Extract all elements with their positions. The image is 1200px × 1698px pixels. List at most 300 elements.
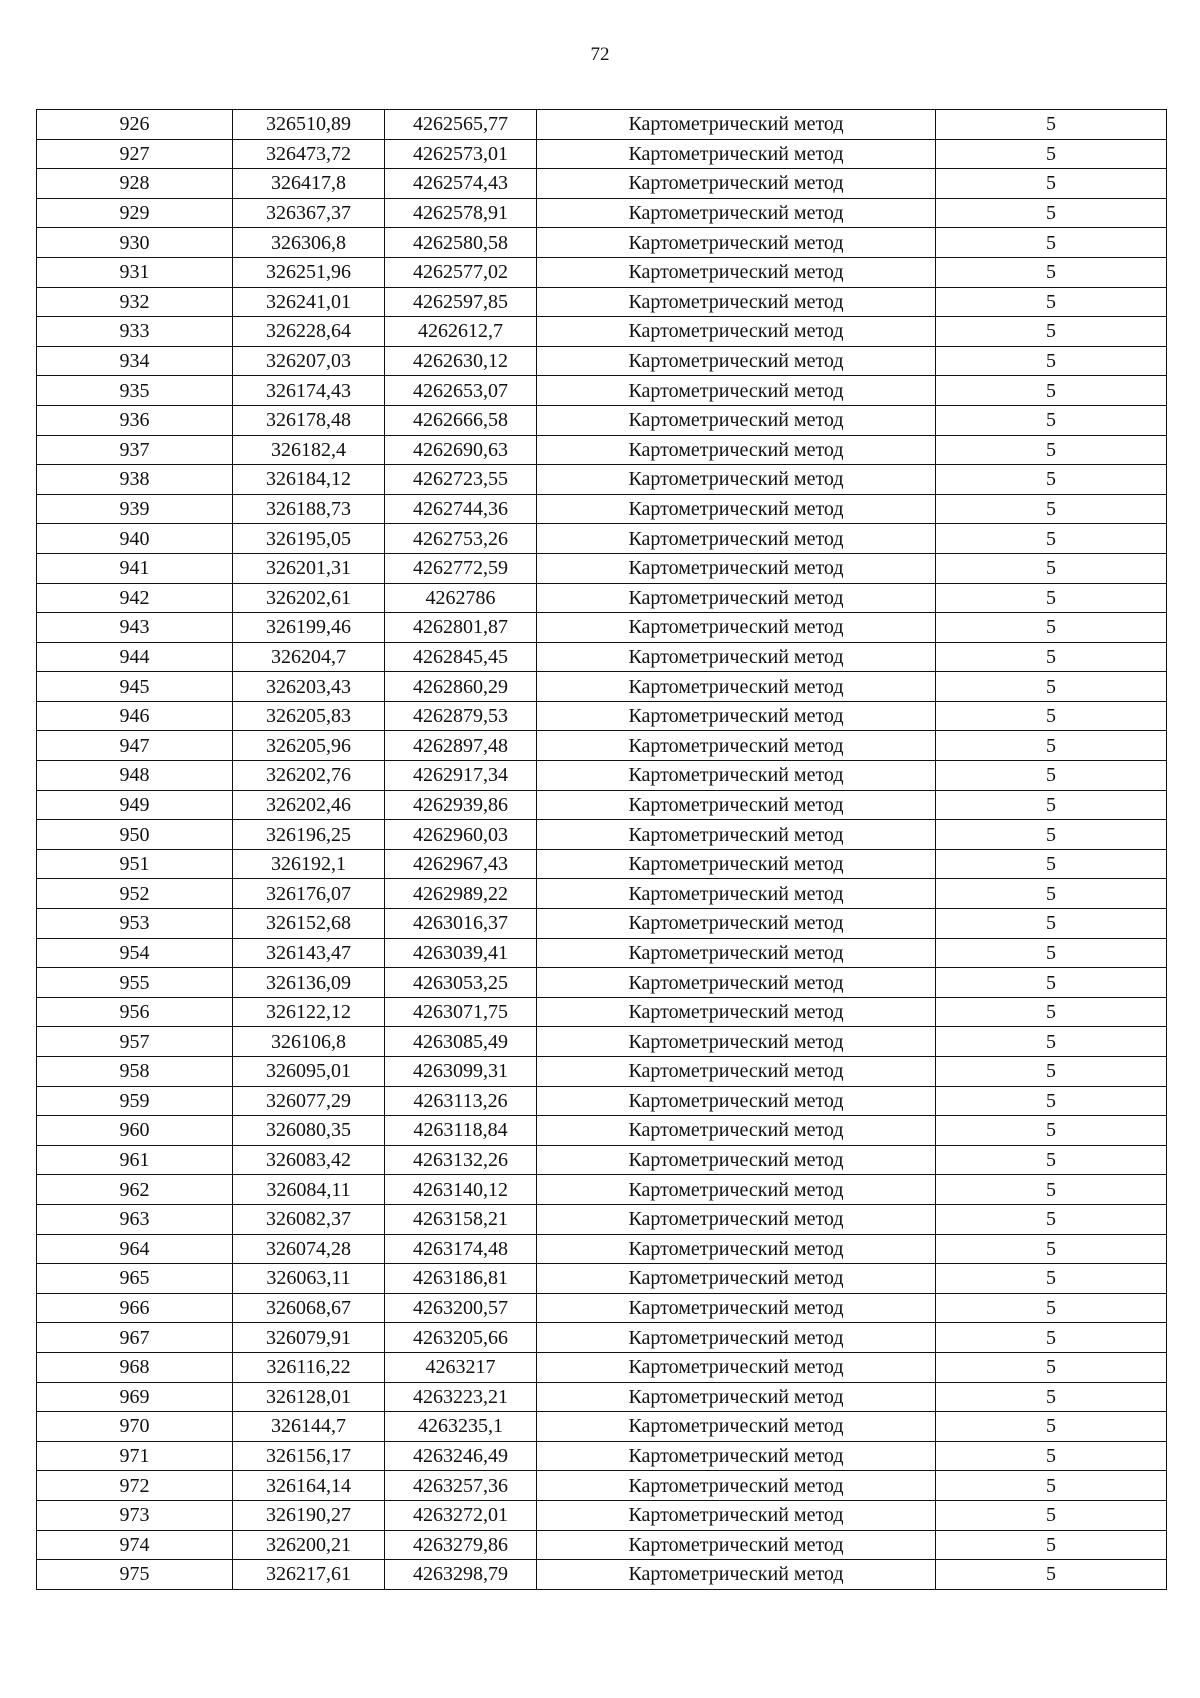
x-coordinate-cell: 326473,72 (233, 139, 385, 169)
point-number-cell: 970 (37, 1412, 233, 1442)
accuracy-cell: 5 (936, 879, 1167, 909)
method-cell: Картометрический метод (537, 435, 936, 465)
method-cell: Картометрический метод (537, 376, 936, 406)
table-row (37, 1560, 1167, 1590)
y-coordinate-cell: 4262801,87 (385, 613, 537, 643)
accuracy-cell: 5 (936, 1057, 1167, 1087)
page-number: 72 (590, 44, 610, 65)
point-number-cell: 933 (37, 317, 233, 347)
table-row (37, 228, 1167, 258)
x-coordinate-cell: 326095,01 (233, 1057, 385, 1087)
x-coordinate-cell: 326164,14 (233, 1471, 385, 1501)
table-row (37, 849, 1167, 879)
y-coordinate-cell: 4262753,26 (385, 524, 537, 554)
y-coordinate-cell: 4262578,91 (385, 198, 537, 228)
table-row (37, 494, 1167, 524)
accuracy-cell: 5 (936, 524, 1167, 554)
accuracy-cell: 5 (936, 1264, 1167, 1294)
method-cell: Картометрический метод (537, 672, 936, 702)
y-coordinate-cell: 4263205,66 (385, 1323, 537, 1353)
point-number-cell: 930 (37, 228, 233, 258)
table-row (37, 1204, 1167, 1234)
point-number-cell: 927 (37, 139, 233, 169)
table-row (37, 1086, 1167, 1116)
x-coordinate-cell: 326063,11 (233, 1264, 385, 1294)
y-coordinate-cell: 4262612,7 (385, 317, 537, 347)
accuracy-cell: 5 (936, 139, 1167, 169)
x-coordinate-cell: 326143,47 (233, 938, 385, 968)
table-row (37, 672, 1167, 702)
table-row (37, 820, 1167, 850)
x-coordinate-cell: 326182,4 (233, 435, 385, 465)
point-number-cell: 952 (37, 879, 233, 909)
y-coordinate-cell: 4263085,49 (385, 1027, 537, 1057)
accuracy-cell: 5 (936, 909, 1167, 939)
table-row (37, 1352, 1167, 1382)
accuracy-cell: 5 (936, 376, 1167, 406)
table-row (37, 731, 1167, 761)
method-cell: Картометрический метод (537, 1412, 936, 1442)
y-coordinate-cell: 4262989,22 (385, 879, 537, 909)
accuracy-cell: 5 (936, 701, 1167, 731)
accuracy-cell: 5 (936, 1234, 1167, 1264)
y-coordinate-cell: 4263272,01 (385, 1500, 537, 1530)
y-coordinate-cell: 4262860,29 (385, 672, 537, 702)
x-coordinate-cell: 326217,61 (233, 1560, 385, 1590)
method-cell: Картометрический метод (537, 110, 936, 140)
accuracy-cell: 5 (936, 938, 1167, 968)
accuracy-cell: 5 (936, 110, 1167, 140)
accuracy-cell: 5 (936, 1145, 1167, 1175)
point-number-cell: 955 (37, 968, 233, 998)
accuracy-cell: 5 (936, 613, 1167, 643)
method-cell: Картометрический метод (537, 1471, 936, 1501)
method-cell: Картометрический метод (537, 1057, 936, 1087)
point-number-cell: 945 (37, 672, 233, 702)
point-number-cell: 931 (37, 257, 233, 287)
point-number-cell: 949 (37, 790, 233, 820)
y-coordinate-cell: 4262960,03 (385, 820, 537, 850)
accuracy-cell: 5 (936, 287, 1167, 317)
x-coordinate-cell: 326080,35 (233, 1116, 385, 1146)
point-number-cell: 961 (37, 1145, 233, 1175)
x-coordinate-cell: 326184,12 (233, 465, 385, 495)
x-coordinate-cell: 326199,46 (233, 613, 385, 643)
y-coordinate-cell: 4263200,57 (385, 1293, 537, 1323)
point-number-cell: 954 (37, 938, 233, 968)
table-row (37, 465, 1167, 495)
x-coordinate-cell: 326510,89 (233, 110, 385, 140)
accuracy-cell: 5 (936, 228, 1167, 258)
table-row (37, 1530, 1167, 1560)
point-number-cell: 941 (37, 553, 233, 583)
y-coordinate-cell: 4263279,86 (385, 1530, 537, 1560)
method-cell: Картометрический метод (537, 494, 936, 524)
method-cell: Картометрический метод (537, 731, 936, 761)
point-number-cell: 962 (37, 1175, 233, 1205)
method-cell: Картометрический метод (537, 879, 936, 909)
x-coordinate-cell: 326077,29 (233, 1086, 385, 1116)
point-number-cell: 963 (37, 1204, 233, 1234)
method-cell: Картометрический метод (537, 1382, 936, 1412)
accuracy-cell: 5 (936, 642, 1167, 672)
point-number-cell: 940 (37, 524, 233, 554)
accuracy-cell: 5 (936, 1441, 1167, 1471)
table-row (37, 909, 1167, 939)
y-coordinate-cell: 4262565,77 (385, 110, 537, 140)
method-cell: Картометрический метод (537, 1086, 936, 1116)
x-coordinate-cell: 326417,8 (233, 169, 385, 199)
accuracy-cell: 5 (936, 346, 1167, 376)
accuracy-cell: 5 (936, 198, 1167, 228)
point-number-cell: 972 (37, 1471, 233, 1501)
method-cell: Картометрический метод (537, 642, 936, 672)
coordinates-table (36, 109, 1167, 1590)
x-coordinate-cell: 326201,31 (233, 553, 385, 583)
table-row (37, 997, 1167, 1027)
x-coordinate-cell: 326116,22 (233, 1352, 385, 1382)
method-cell: Картометрический метод (537, 317, 936, 347)
x-coordinate-cell: 326228,64 (233, 317, 385, 347)
x-coordinate-cell: 326074,28 (233, 1234, 385, 1264)
method-cell: Картометрический метод (537, 139, 936, 169)
table-row (37, 1175, 1167, 1205)
table-row (37, 701, 1167, 731)
y-coordinate-cell: 4263132,26 (385, 1145, 537, 1175)
y-coordinate-cell: 4262917,34 (385, 761, 537, 791)
x-coordinate-cell: 326196,25 (233, 820, 385, 850)
point-number-cell: 943 (37, 613, 233, 643)
table-row (37, 642, 1167, 672)
y-coordinate-cell: 4262744,36 (385, 494, 537, 524)
point-number-cell: 938 (37, 465, 233, 495)
accuracy-cell: 5 (936, 672, 1167, 702)
y-coordinate-cell: 4262723,55 (385, 465, 537, 495)
accuracy-cell: 5 (936, 1352, 1167, 1382)
table-row (37, 169, 1167, 199)
method-cell: Картометрический метод (537, 1264, 936, 1294)
point-number-cell: 967 (37, 1323, 233, 1353)
method-cell: Картометрический метод (537, 997, 936, 1027)
x-coordinate-cell: 326203,43 (233, 672, 385, 702)
table-row (37, 1323, 1167, 1353)
y-coordinate-cell: 4263298,79 (385, 1560, 537, 1590)
y-coordinate-cell: 4262845,45 (385, 642, 537, 672)
y-coordinate-cell: 4263099,31 (385, 1057, 537, 1087)
y-coordinate-cell: 4263186,81 (385, 1264, 537, 1294)
x-coordinate-cell: 326144,7 (233, 1412, 385, 1442)
method-cell: Картометрический метод (537, 1560, 936, 1590)
table-row (37, 376, 1167, 406)
accuracy-cell: 5 (936, 820, 1167, 850)
x-coordinate-cell: 326156,17 (233, 1441, 385, 1471)
y-coordinate-cell: 4262630,12 (385, 346, 537, 376)
x-coordinate-cell: 326202,61 (233, 583, 385, 613)
x-coordinate-cell: 326178,48 (233, 405, 385, 435)
y-coordinate-cell: 4262597,85 (385, 287, 537, 317)
y-coordinate-cell: 4262577,02 (385, 257, 537, 287)
x-coordinate-cell: 326084,11 (233, 1175, 385, 1205)
method-cell: Картометрический метод (537, 524, 936, 554)
point-number-cell: 964 (37, 1234, 233, 1264)
table-row (37, 1234, 1167, 1264)
x-coordinate-cell: 326174,43 (233, 376, 385, 406)
table-row (37, 346, 1167, 376)
table-row (37, 1057, 1167, 1087)
y-coordinate-cell: 4262967,43 (385, 849, 537, 879)
y-coordinate-cell: 4262574,43 (385, 169, 537, 199)
point-number-cell: 929 (37, 198, 233, 228)
method-cell: Картометрический метод (537, 583, 936, 613)
point-number-cell: 950 (37, 820, 233, 850)
point-number-cell: 934 (37, 346, 233, 376)
point-number-cell: 951 (37, 849, 233, 879)
method-cell: Картометрический метод (537, 257, 936, 287)
y-coordinate-cell: 4262879,53 (385, 701, 537, 731)
accuracy-cell: 5 (936, 997, 1167, 1027)
table-row (37, 1027, 1167, 1057)
accuracy-cell: 5 (936, 465, 1167, 495)
y-coordinate-cell: 4263039,41 (385, 938, 537, 968)
point-number-cell: 936 (37, 405, 233, 435)
accuracy-cell: 5 (936, 494, 1167, 524)
x-coordinate-cell: 326202,46 (233, 790, 385, 820)
accuracy-cell: 5 (936, 1116, 1167, 1146)
method-cell: Картометрический метод (537, 968, 936, 998)
accuracy-cell: 5 (936, 1204, 1167, 1234)
accuracy-cell: 5 (936, 1323, 1167, 1353)
method-cell: Картометрический метод (537, 820, 936, 850)
point-number-cell: 960 (37, 1116, 233, 1146)
x-coordinate-cell: 326190,27 (233, 1500, 385, 1530)
x-coordinate-cell: 326241,01 (233, 287, 385, 317)
accuracy-cell: 5 (936, 1471, 1167, 1501)
table-row (37, 1116, 1167, 1146)
point-number-cell: 975 (37, 1560, 233, 1590)
x-coordinate-cell: 326202,76 (233, 761, 385, 791)
method-cell: Картометрический метод (537, 1145, 936, 1175)
x-coordinate-cell: 326068,67 (233, 1293, 385, 1323)
method-cell: Картометрический метод (537, 1352, 936, 1382)
y-coordinate-cell: 4263140,12 (385, 1175, 537, 1205)
point-number-cell: 965 (37, 1264, 233, 1294)
accuracy-cell: 5 (936, 405, 1167, 435)
table-row (37, 1441, 1167, 1471)
method-cell: Картометрический метод (537, 287, 936, 317)
table-row (37, 1264, 1167, 1294)
point-number-cell: 935 (37, 376, 233, 406)
accuracy-cell: 5 (936, 1500, 1167, 1530)
y-coordinate-cell: 4263257,36 (385, 1471, 537, 1501)
method-cell: Картометрический метод (537, 553, 936, 583)
table-row (37, 435, 1167, 465)
method-cell: Картометрический метод (537, 1027, 936, 1057)
table-row (37, 1412, 1167, 1442)
accuracy-cell: 5 (936, 257, 1167, 287)
accuracy-cell: 5 (936, 761, 1167, 791)
table-row (37, 139, 1167, 169)
method-cell: Картометрический метод (537, 790, 936, 820)
y-coordinate-cell: 4262573,01 (385, 139, 537, 169)
method-cell: Картометрический метод (537, 1441, 936, 1471)
method-cell: Картометрический метод (537, 1530, 936, 1560)
y-coordinate-cell: 4262939,86 (385, 790, 537, 820)
method-cell: Картометрический метод (537, 761, 936, 791)
accuracy-cell: 5 (936, 1560, 1167, 1590)
point-number-cell: 958 (37, 1057, 233, 1087)
point-number-cell: 947 (37, 731, 233, 761)
method-cell: Картометрический метод (537, 938, 936, 968)
y-coordinate-cell: 4262666,58 (385, 405, 537, 435)
accuracy-cell: 5 (936, 731, 1167, 761)
method-cell: Картометрический метод (537, 1116, 936, 1146)
x-coordinate-cell: 326152,68 (233, 909, 385, 939)
method-cell: Картометрический метод (537, 465, 936, 495)
method-cell: Картометрический метод (537, 405, 936, 435)
table-body (37, 110, 1167, 1590)
y-coordinate-cell: 4263118,84 (385, 1116, 537, 1146)
method-cell: Картометрический метод (537, 228, 936, 258)
accuracy-cell: 5 (936, 968, 1167, 998)
accuracy-cell: 5 (936, 849, 1167, 879)
y-coordinate-cell: 4263158,21 (385, 1204, 537, 1234)
point-number-cell: 946 (37, 701, 233, 731)
y-coordinate-cell: 4262580,58 (385, 228, 537, 258)
x-coordinate-cell: 326200,21 (233, 1530, 385, 1560)
point-number-cell: 959 (37, 1086, 233, 1116)
y-coordinate-cell: 4263053,25 (385, 968, 537, 998)
accuracy-cell: 5 (936, 1412, 1167, 1442)
point-number-cell: 932 (37, 287, 233, 317)
table-row (37, 198, 1167, 228)
table-row (37, 1500, 1167, 1530)
point-number-cell: 926 (37, 110, 233, 140)
accuracy-cell: 5 (936, 317, 1167, 347)
method-cell: Картометрический метод (537, 1323, 936, 1353)
y-coordinate-cell: 4263217 (385, 1352, 537, 1382)
method-cell: Картометрический метод (537, 1293, 936, 1323)
y-coordinate-cell: 4263174,48 (385, 1234, 537, 1264)
y-coordinate-cell: 4263246,49 (385, 1441, 537, 1471)
method-cell: Картометрический метод (537, 909, 936, 939)
point-number-cell: 966 (37, 1293, 233, 1323)
point-number-cell: 974 (37, 1530, 233, 1560)
table-row (37, 317, 1167, 347)
x-coordinate-cell: 326204,7 (233, 642, 385, 672)
x-coordinate-cell: 326207,03 (233, 346, 385, 376)
point-number-cell: 948 (37, 761, 233, 791)
y-coordinate-cell: 4262653,07 (385, 376, 537, 406)
x-coordinate-cell: 326176,07 (233, 879, 385, 909)
point-number-cell: 944 (37, 642, 233, 672)
y-coordinate-cell: 4263113,26 (385, 1086, 537, 1116)
table-row (37, 938, 1167, 968)
accuracy-cell: 5 (936, 1293, 1167, 1323)
x-coordinate-cell: 326106,8 (233, 1027, 385, 1057)
method-cell: Картометрический метод (537, 1175, 936, 1205)
table-row (37, 1471, 1167, 1501)
method-cell: Картометрический метод (537, 1204, 936, 1234)
point-number-cell: 971 (37, 1441, 233, 1471)
table-row (37, 790, 1167, 820)
point-number-cell: 937 (37, 435, 233, 465)
point-number-cell: 973 (37, 1500, 233, 1530)
x-coordinate-cell: 326082,37 (233, 1204, 385, 1234)
y-coordinate-cell: 4262786 (385, 583, 537, 613)
y-coordinate-cell: 4262897,48 (385, 731, 537, 761)
table-row (37, 287, 1167, 317)
x-coordinate-cell: 326195,05 (233, 524, 385, 554)
y-coordinate-cell: 4263016,37 (385, 909, 537, 939)
point-number-cell: 942 (37, 583, 233, 613)
method-cell: Картометрический метод (537, 1234, 936, 1264)
x-coordinate-cell: 326128,01 (233, 1382, 385, 1412)
method-cell: Картометрический метод (537, 849, 936, 879)
accuracy-cell: 5 (936, 1027, 1167, 1057)
table-row (37, 879, 1167, 909)
table-row (37, 583, 1167, 613)
table-row (37, 761, 1167, 791)
method-cell: Картометрический метод (537, 346, 936, 376)
x-coordinate-cell: 326192,1 (233, 849, 385, 879)
x-coordinate-cell: 326367,37 (233, 198, 385, 228)
accuracy-cell: 5 (936, 1086, 1167, 1116)
x-coordinate-cell: 326083,42 (233, 1145, 385, 1175)
point-number-cell: 956 (37, 997, 233, 1027)
accuracy-cell: 5 (936, 435, 1167, 465)
table-row (37, 968, 1167, 998)
point-number-cell: 968 (37, 1352, 233, 1382)
accuracy-cell: 5 (936, 169, 1167, 199)
accuracy-cell: 5 (936, 1382, 1167, 1412)
accuracy-cell: 5 (936, 790, 1167, 820)
point-number-cell: 939 (37, 494, 233, 524)
point-number-cell: 928 (37, 169, 233, 199)
accuracy-cell: 5 (936, 553, 1167, 583)
point-number-cell: 969 (37, 1382, 233, 1412)
x-coordinate-cell: 326205,83 (233, 701, 385, 731)
accuracy-cell: 5 (936, 1530, 1167, 1560)
table-row (37, 1145, 1167, 1175)
method-cell: Картометрический метод (537, 613, 936, 643)
method-cell: Картометрический метод (537, 198, 936, 228)
x-coordinate-cell: 326188,73 (233, 494, 385, 524)
table-row (37, 110, 1167, 140)
table-row (37, 405, 1167, 435)
y-coordinate-cell: 4262772,59 (385, 553, 537, 583)
table-row (37, 613, 1167, 643)
y-coordinate-cell: 4262690,63 (385, 435, 537, 465)
x-coordinate-cell: 326136,09 (233, 968, 385, 998)
table-row (37, 553, 1167, 583)
method-cell: Картометрический метод (537, 1500, 936, 1530)
accuracy-cell: 5 (936, 1175, 1167, 1205)
y-coordinate-cell: 4263223,21 (385, 1382, 537, 1412)
point-number-cell: 957 (37, 1027, 233, 1057)
table-row (37, 1293, 1167, 1323)
accuracy-cell: 5 (936, 583, 1167, 613)
table-row (37, 1382, 1167, 1412)
x-coordinate-cell: 326122,12 (233, 997, 385, 1027)
method-cell: Картометрический метод (537, 169, 936, 199)
x-coordinate-cell: 326251,96 (233, 257, 385, 287)
table-row (37, 524, 1167, 554)
y-coordinate-cell: 4263235,1 (385, 1412, 537, 1442)
x-coordinate-cell: 326079,91 (233, 1323, 385, 1353)
point-number-cell: 953 (37, 909, 233, 939)
table-row (37, 257, 1167, 287)
method-cell: Картометрический метод (537, 701, 936, 731)
